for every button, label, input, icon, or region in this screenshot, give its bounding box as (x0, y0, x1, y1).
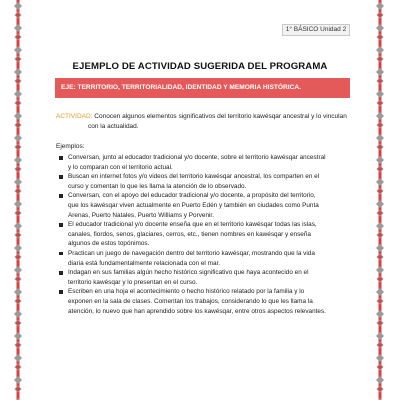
list-item-line: Escriben en una hoja el acontecimiento o hecho histórico relatado por la familia y lo (68, 288, 305, 296)
bullet-icon (59, 290, 63, 294)
list-item-line: canales, fiordos, senos, glaciares, cerros, etc., tienen nombres en kawésqar y enseña (68, 230, 311, 238)
list-item-line: que los kawésqar viven actualmente en Puerto Edén y también en ciudades como Punta (68, 201, 319, 209)
list-item (56, 287, 356, 316)
list-item-line: Practican un juego de navegación dentro del territorio kawésqar, mostrando que la vida (68, 249, 315, 257)
examples-list (56, 153, 356, 316)
bullet-icon (59, 252, 63, 256)
bullet-icon (59, 223, 63, 227)
list-item-line: curso y comentan lo que les llama la atención de lo observado. (68, 182, 247, 190)
activity-label: ACTIVIDAD: (56, 113, 93, 120)
list-item-line: exponen en la sala de clases. Comentan los trabajos, considerando lo que les llama la (68, 297, 313, 305)
list-item-line: Indagan en sus familias algún hecho histórico significativo que haya acontecido en el (68, 269, 309, 277)
axis-banner (55, 78, 350, 98)
bullet-icon (59, 194, 63, 198)
list-item-line: Buscan en internet fotos y/o videos del territorio kawésqar ancestral, los comparten en el (68, 173, 320, 181)
bullet-icon (59, 175, 63, 179)
list-item (56, 191, 356, 220)
decorative-border-right (375, 0, 385, 400)
bullet-icon (59, 156, 63, 160)
list-item (56, 249, 356, 268)
activity-text-line1: Conocen algunos elementos significativos del territorio kawésqar ancestral y lo vinculan (92, 113, 347, 120)
activity-description (56, 112, 356, 132)
list-item-line: Conversan, con el apoyo del educador tradicional y/o docente, a propósito del territorio, (68, 192, 316, 200)
list-item-line: algunos de estos topónimos. (68, 240, 150, 248)
examples-label: Ejemplos: (56, 143, 85, 150)
list-item (56, 268, 356, 287)
list-item-line: Arenas, Puerto Natales, Puerto Williams y Porvenir. (68, 211, 214, 219)
decorative-border-left (13, 0, 23, 400)
list-item (56, 220, 356, 249)
list-item-line: territorio kawésqar y lo presentan en el curso. (68, 278, 198, 286)
list-item (56, 153, 356, 172)
list-item-line: Conversan, junto al educador tradicional y/o docente, sobre el territorio kawésqar ancestral (68, 154, 326, 161)
list-item-line: El educador tradicional y/o docente enseña que en el territorio kawésqar todas las islas, (68, 221, 317, 229)
list-item (56, 172, 356, 191)
list-item-line: diaria está fundamentalmente relacionada con el mar. (68, 259, 221, 267)
list-item-line: y lo comparan con el territorio actual. (68, 163, 173, 171)
activity-text-line2: con la actualidad. (88, 123, 139, 130)
page-title: EJEMPLO DE ACTIVIDAD SUGERIDA DEL PROGRAMA (72, 61, 328, 72)
unit-tab: 1° BÁSICO Unidad 2 (282, 24, 350, 36)
list-item-line: atención, lo nuevo que han aprendido sobre los kawésqar, entre otros aspectos relevantes. (68, 307, 326, 315)
axis-banner-text: EJE: TERRITORIO, TERRITORIALIDAD, IDENTIDAD Y MEMORIA HISTÓRICA. (61, 84, 301, 91)
bullet-icon (59, 271, 63, 275)
